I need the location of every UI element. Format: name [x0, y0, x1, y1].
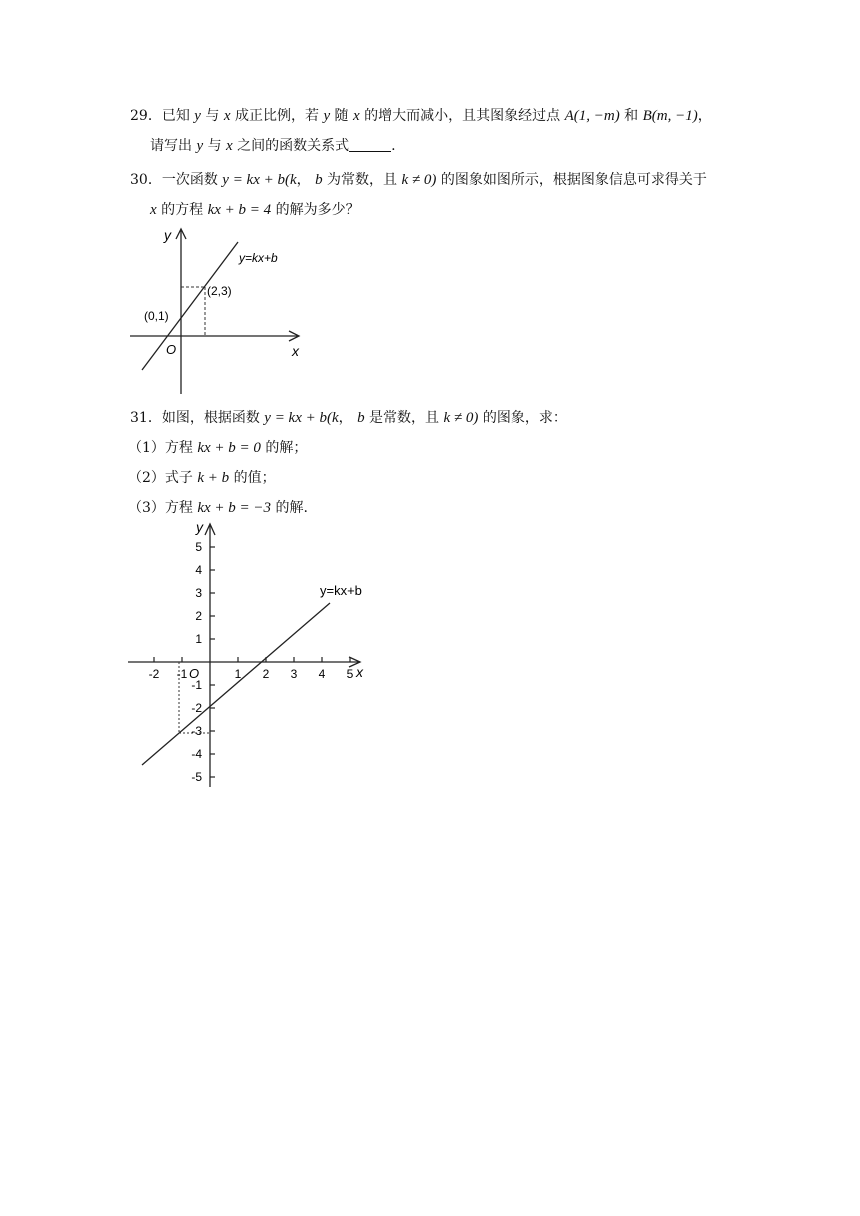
q31-number: 31．	[130, 410, 162, 426]
point-a: A(1, −m)	[564, 108, 620, 124]
y-tick-label: 2	[195, 609, 202, 623]
origin-label: O	[189, 666, 200, 681]
q29-number: 29．	[130, 108, 162, 124]
y-tick-label: 3	[195, 586, 202, 600]
function-line	[142, 603, 330, 765]
x-tick-label: 4	[318, 667, 326, 681]
x-tick-label: 3	[290, 667, 298, 681]
q30-line2: x 的方程 kx + b = 4 的解为多少？	[150, 202, 360, 218]
point-label-0-1: (0,1)	[144, 309, 169, 323]
y-tick-label: -4	[191, 747, 202, 761]
q31-graph	[0, 515, 380, 795]
x-tick-label: -1	[176, 667, 188, 681]
x-axis-label: x	[292, 343, 299, 359]
q30-graph	[128, 224, 308, 400]
y-tick-label: 1	[195, 632, 202, 646]
q30-line1: 30．一次函数 y = kx + b(k， b 为常数，且 k ≠ 0) 的图象如图所示，根据图象信息可求得关于	[130, 172, 707, 188]
x-tick-label: 5	[346, 667, 354, 681]
x-tick-label: -2	[148, 667, 160, 681]
x-axis-label: x	[356, 664, 363, 680]
y-tick-label: -1	[191, 678, 202, 692]
y-tick-label: -2	[191, 701, 202, 715]
y-tick-label: 4	[195, 563, 202, 577]
answer-blank[interactable]	[349, 137, 391, 152]
line-label: y=kx+b	[320, 583, 362, 598]
y-tick-label: -3	[191, 724, 202, 738]
x-tick-label: 2	[262, 667, 270, 681]
q31-line1: 31．如图，根据函数 y = kx + b(k， b 是常数，且 k ≠ 0) 的图象，求：	[130, 410, 567, 426]
point-label-2-3: (2,3)	[207, 284, 232, 298]
q31-sub1: （1）方程 kx + b = 0 的解；	[128, 440, 308, 456]
q29-line2: 请写出 y 与 x 之间的函数关系式 .	[150, 138, 396, 154]
q31-sub3: （3）方程 kx + b = −3 的解.	[128, 500, 308, 516]
q31-sub2: （2）式子 k + b 的值；	[128, 470, 276, 486]
line-label: y=kx+b	[239, 251, 278, 265]
y-axis-label: y	[196, 519, 203, 535]
q30-number: 30．	[130, 172, 162, 188]
function-line	[142, 242, 238, 370]
y-tick-label: -5	[191, 770, 202, 784]
y-tick-label: 5	[195, 540, 202, 554]
x-tick-label: 1	[234, 667, 242, 681]
y-axis-label: y	[164, 227, 171, 243]
origin-label: O	[166, 342, 177, 357]
q29-line1: 29．已知 y 与 x 成正比例，若 y 随 x 的增大而减小，且其图象经过点 A(1, −m) 和 B(m, −1)，	[130, 108, 712, 124]
point-b: B(m, −1)	[642, 108, 698, 124]
